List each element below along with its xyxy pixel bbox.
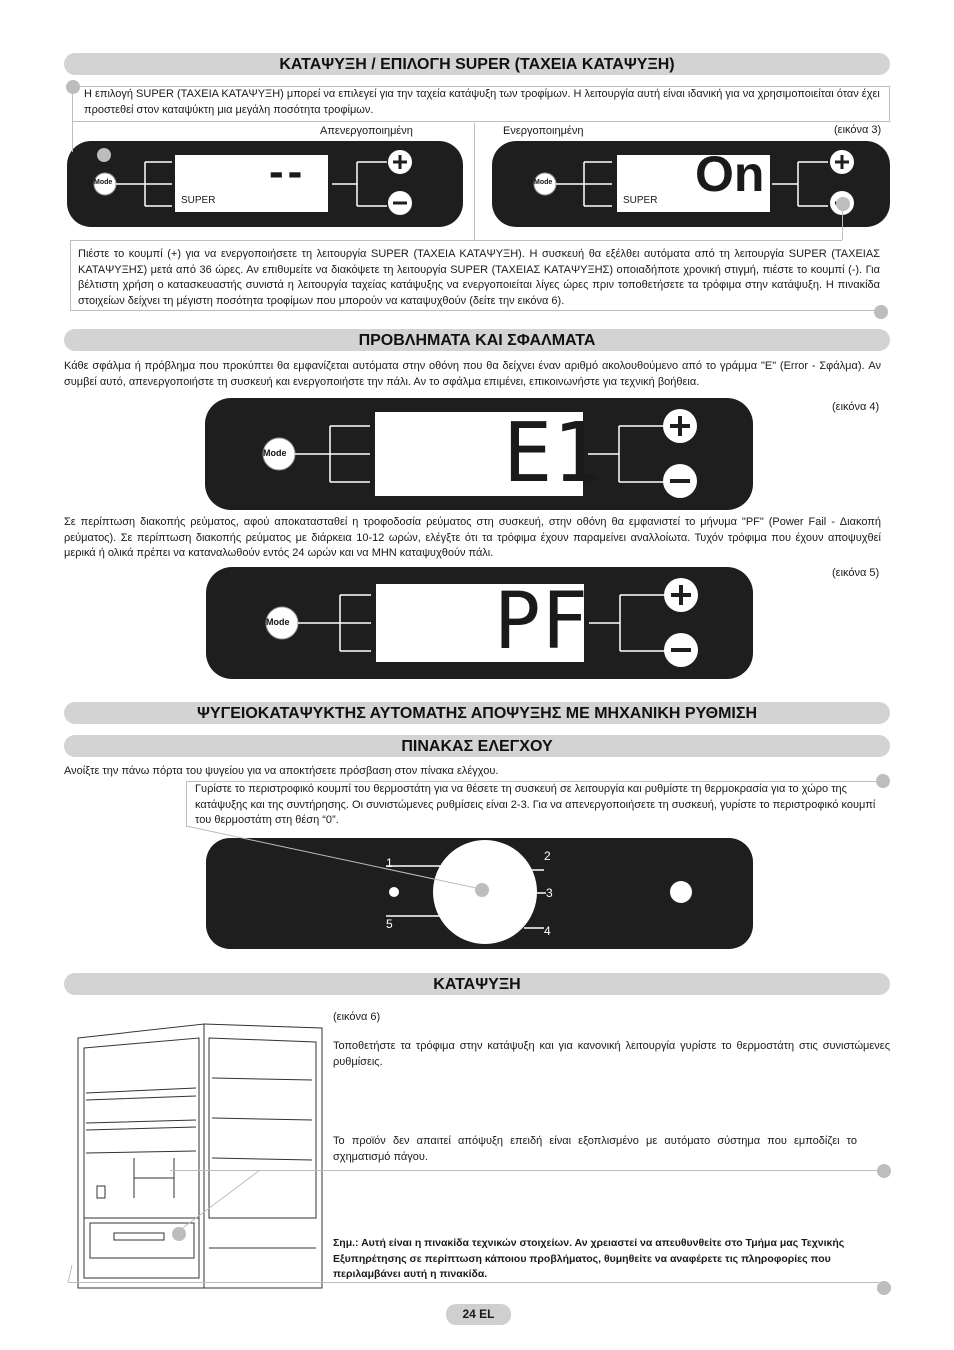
- freezing-p1: Τοποθετήστε τα τρόφιμα στην κατάψυξη και για κανονική λειτουργία γυρίστε το θερμοστάτη στις συνιστώμενες ρυθμίσεις.: [333, 1040, 890, 1068]
- callout-line: [70, 240, 71, 310]
- freezing-note: Σημ.: Αυτή είναι η πινακίδα τεχνικών στοιχείων. Αν χρειαστεί να απευθυνθείτε στο Τμήμα μας Τεχνικής Εξυπηρέτησης σε περίπτωση κάποιου προβλήματος, θυμηθείτε να αναφέρετε τις πληροφορίες που περιλαμβάνει αυτή η πινακίδα.: [333, 1237, 845, 1280]
- lcd-value: PF: [494, 577, 588, 667]
- callout-dot: [836, 197, 850, 211]
- control-panel-on: [492, 141, 890, 227]
- lcd-value: --: [269, 147, 307, 196]
- mode-button-label: Mode: [266, 617, 290, 627]
- lcd-value: On: [695, 146, 765, 202]
- lcd-display-off: [175, 147, 328, 212]
- dial-mark-2: 2: [544, 849, 551, 863]
- figure-label-6: (εικόνα 6): [333, 1011, 381, 1023]
- section-title-super: ΚΑΤΑΨΥΞΗ / ΕΠΙΛΟΓΗ SUPER (ΤΑΧΕΙΑ ΚΑΤΑΨΥΞΗ): [64, 53, 890, 75]
- label-on: Ενεργοποιημένη: [503, 125, 584, 137]
- figure-label-5: (εικόνα 5): [832, 567, 880, 579]
- callout-dot: [876, 774, 890, 788]
- callout-line: [842, 205, 843, 240]
- dial-mark-5: 5: [386, 917, 393, 931]
- super-body: Πιέστε το κουμπί (+) για να ενεργοποιήσετε τη λειτουργία SUPER (ΤΑΧΕΙΑ ΚΑΤΑΨΥΞΗ). Η συσκευή θα εξέλθει αυτόματα από τη λειτουργία SUPER (ΤΑΧΕΙΑΣ ΚΑΤΑΨΥΞΗΣ) μετά από 36 ώρες. Αν επιθυμείτε να διακόψετε τη λειτουργία SUPER (ΤΑΧΕΙΑΣ ΚΑΤΑΨΥΞΗΣ) οποιαδήποτε χρονική στιγμή, πιέστε το κουμπί (-). Για βέλτιστη χρήση ο κατασκευαστής συνιστά η λειτουργία ταχείας κατάψυξης να ενεργοποιείται λίγες ώρες πριν τοποθετήσετε τα τρόφιμα στην κατάψυξη. Η πινακίδα στοιχείων δείχνει τη μέγιστη ποσότητα τροφίμων που μπορούν να καταψυχθούν (δείτε την εικόνα 6).: [78, 248, 880, 307]
- callout-line: [186, 781, 187, 827]
- dial-diagram: [206, 838, 753, 949]
- freezing-p2: Το προϊόν δεν απαιτεί απόψυξη επειδή είναι εξοπλισμένο με αυτόματο σύστημα που εμποδίζει το σχηματισμό πάγου.: [333, 1135, 857, 1163]
- dial-mark-3: 3: [546, 886, 553, 900]
- callout-line: [72, 88, 73, 152]
- mode-button-label: Mode: [534, 179, 553, 186]
- control-panel-off: [67, 141, 463, 227]
- callout-line: [70, 310, 876, 311]
- dial-mark-1: 1: [386, 856, 393, 870]
- lcd-display-pf: [376, 577, 588, 667]
- section-title-fridge: ΨΥΓΕΙΟΚΑΤΑΨΥΚΤΗΣ ΑΥΤΟΜΑΤΗΣ ΑΠΟΨΥΞΗΣ ΜΕ ΜΗΧΑΝΙΚΗ ΡΥΘΜΙΣΗ: [64, 702, 890, 724]
- callout-lines: [60, 1165, 880, 1285]
- divider: [474, 123, 475, 241]
- figure-label-3: (εικόνα 3): [834, 124, 882, 136]
- super-intro: Η επιλογή SUPER (ΤΑΧΕΙΑ ΚΑΤΑΨΥΞΗ) μπορεί να επιλεγεί για την ταχεία κατάψυξη των τροφίμων. Η λειτουργία αυτή είναι ιδανική για να χρησιμοποιείται όταν έχει προστεθεί στον καταψύκτη μια μεγάλη ποσότητα τροφίμων.: [84, 88, 880, 116]
- error-panel-pf: [206, 567, 753, 679]
- section-title-errors: ΠΡΟΒΛΗΜΑΤΑ ΚΑΙ ΣΦΑΛΜΑΤΑ: [64, 329, 890, 351]
- label-off: Απενεργοποιημένη: [320, 125, 413, 137]
- errors-body-1: Κάθε σφάλμα ή πρόβλημα που προκύπτει θα εμφανίζεται αυτόματα στην οθόνη που θα δείχνει έναν αριθμό ακολουθούμενο από το γράμμα "E" (Error - Σφάλμα). Αν συμβεί αυτό, απενεργοποιήστε τη συσκευή και ενεργοποιήστε την πάλι. Αν το σφάλμα επιμένει, επικοινωνήστε για τεχνική βοήθεια.: [64, 360, 881, 388]
- callout-line: [70, 240, 842, 241]
- section-title-control: ΠΙΝΑΚΑΣ ΕΛΕΓΧΟΥ: [64, 735, 890, 757]
- control-intro: Ανοίξτε την πάνω πόρτα του ψυγείου για να αποκτήσετε πρόσβαση στον πίνακα ελέγχου.: [64, 765, 499, 777]
- callout-dot: [97, 148, 111, 162]
- lcd-caption: SUPER: [181, 195, 216, 206]
- lcd-display-on: [617, 146, 770, 212]
- page-number: 24 EL: [446, 1304, 511, 1325]
- control-body: Γυρίστε το περιστροφικό κουμπί του θερμοστάτη για να θέσετε τη συσκευή σε λειτουργία και ρυθμίστε τη θερμοκρασία για το χώρο της κατάψυξης και της συντήρησης. Οι συνιστώμενες ρυθμίσεις είναι 2-3. Για να απενεργοποιήσετε τη συσκευή, γυρίστε το περιστροφικό κουμπί του θερμοστάτη στη θέση “0”.: [195, 783, 876, 826]
- section-title-freezing: ΚΑΤΑΨΥΞΗ: [64, 973, 890, 995]
- thermostat-panel: [206, 838, 753, 949]
- lcd-display-e1: [375, 406, 602, 501]
- lcd-caption: SUPER: [623, 195, 658, 206]
- mode-button-label: Mode: [263, 448, 287, 458]
- dial-mark-4: 4: [544, 924, 551, 938]
- error-panel-e1: [205, 398, 753, 510]
- mode-button-label: Mode: [94, 179, 113, 186]
- errors-body-2: Σε περίπτωση διακοπής ρεύματος, αφού αποκατασταθεί η τροφοδοσία ρεύματος στη συσκευή, στην οθόνη θα εμφανιστεί το μήνυμα "PF" (Power Fail - Διακοπή ρεύματος). Σε περίπτωση διακοπής ρεύματος με διάρκεια 10-12 ωρών, ελέγξτε ότι τα τρόφιμα έχουν παραμείνει αναλλοίωτα. Τυχόν τρόφιμα που έχουν αποψυχθεί μερικά ή ολικά πρέπει να καταναλωθούν εντός 24 ωρών και να ΜΗΝ καταψυχθούν πάλι.: [64, 516, 881, 559]
- lcd-value: E1: [503, 406, 602, 501]
- figure-label-4: (εικόνα 4): [832, 401, 880, 413]
